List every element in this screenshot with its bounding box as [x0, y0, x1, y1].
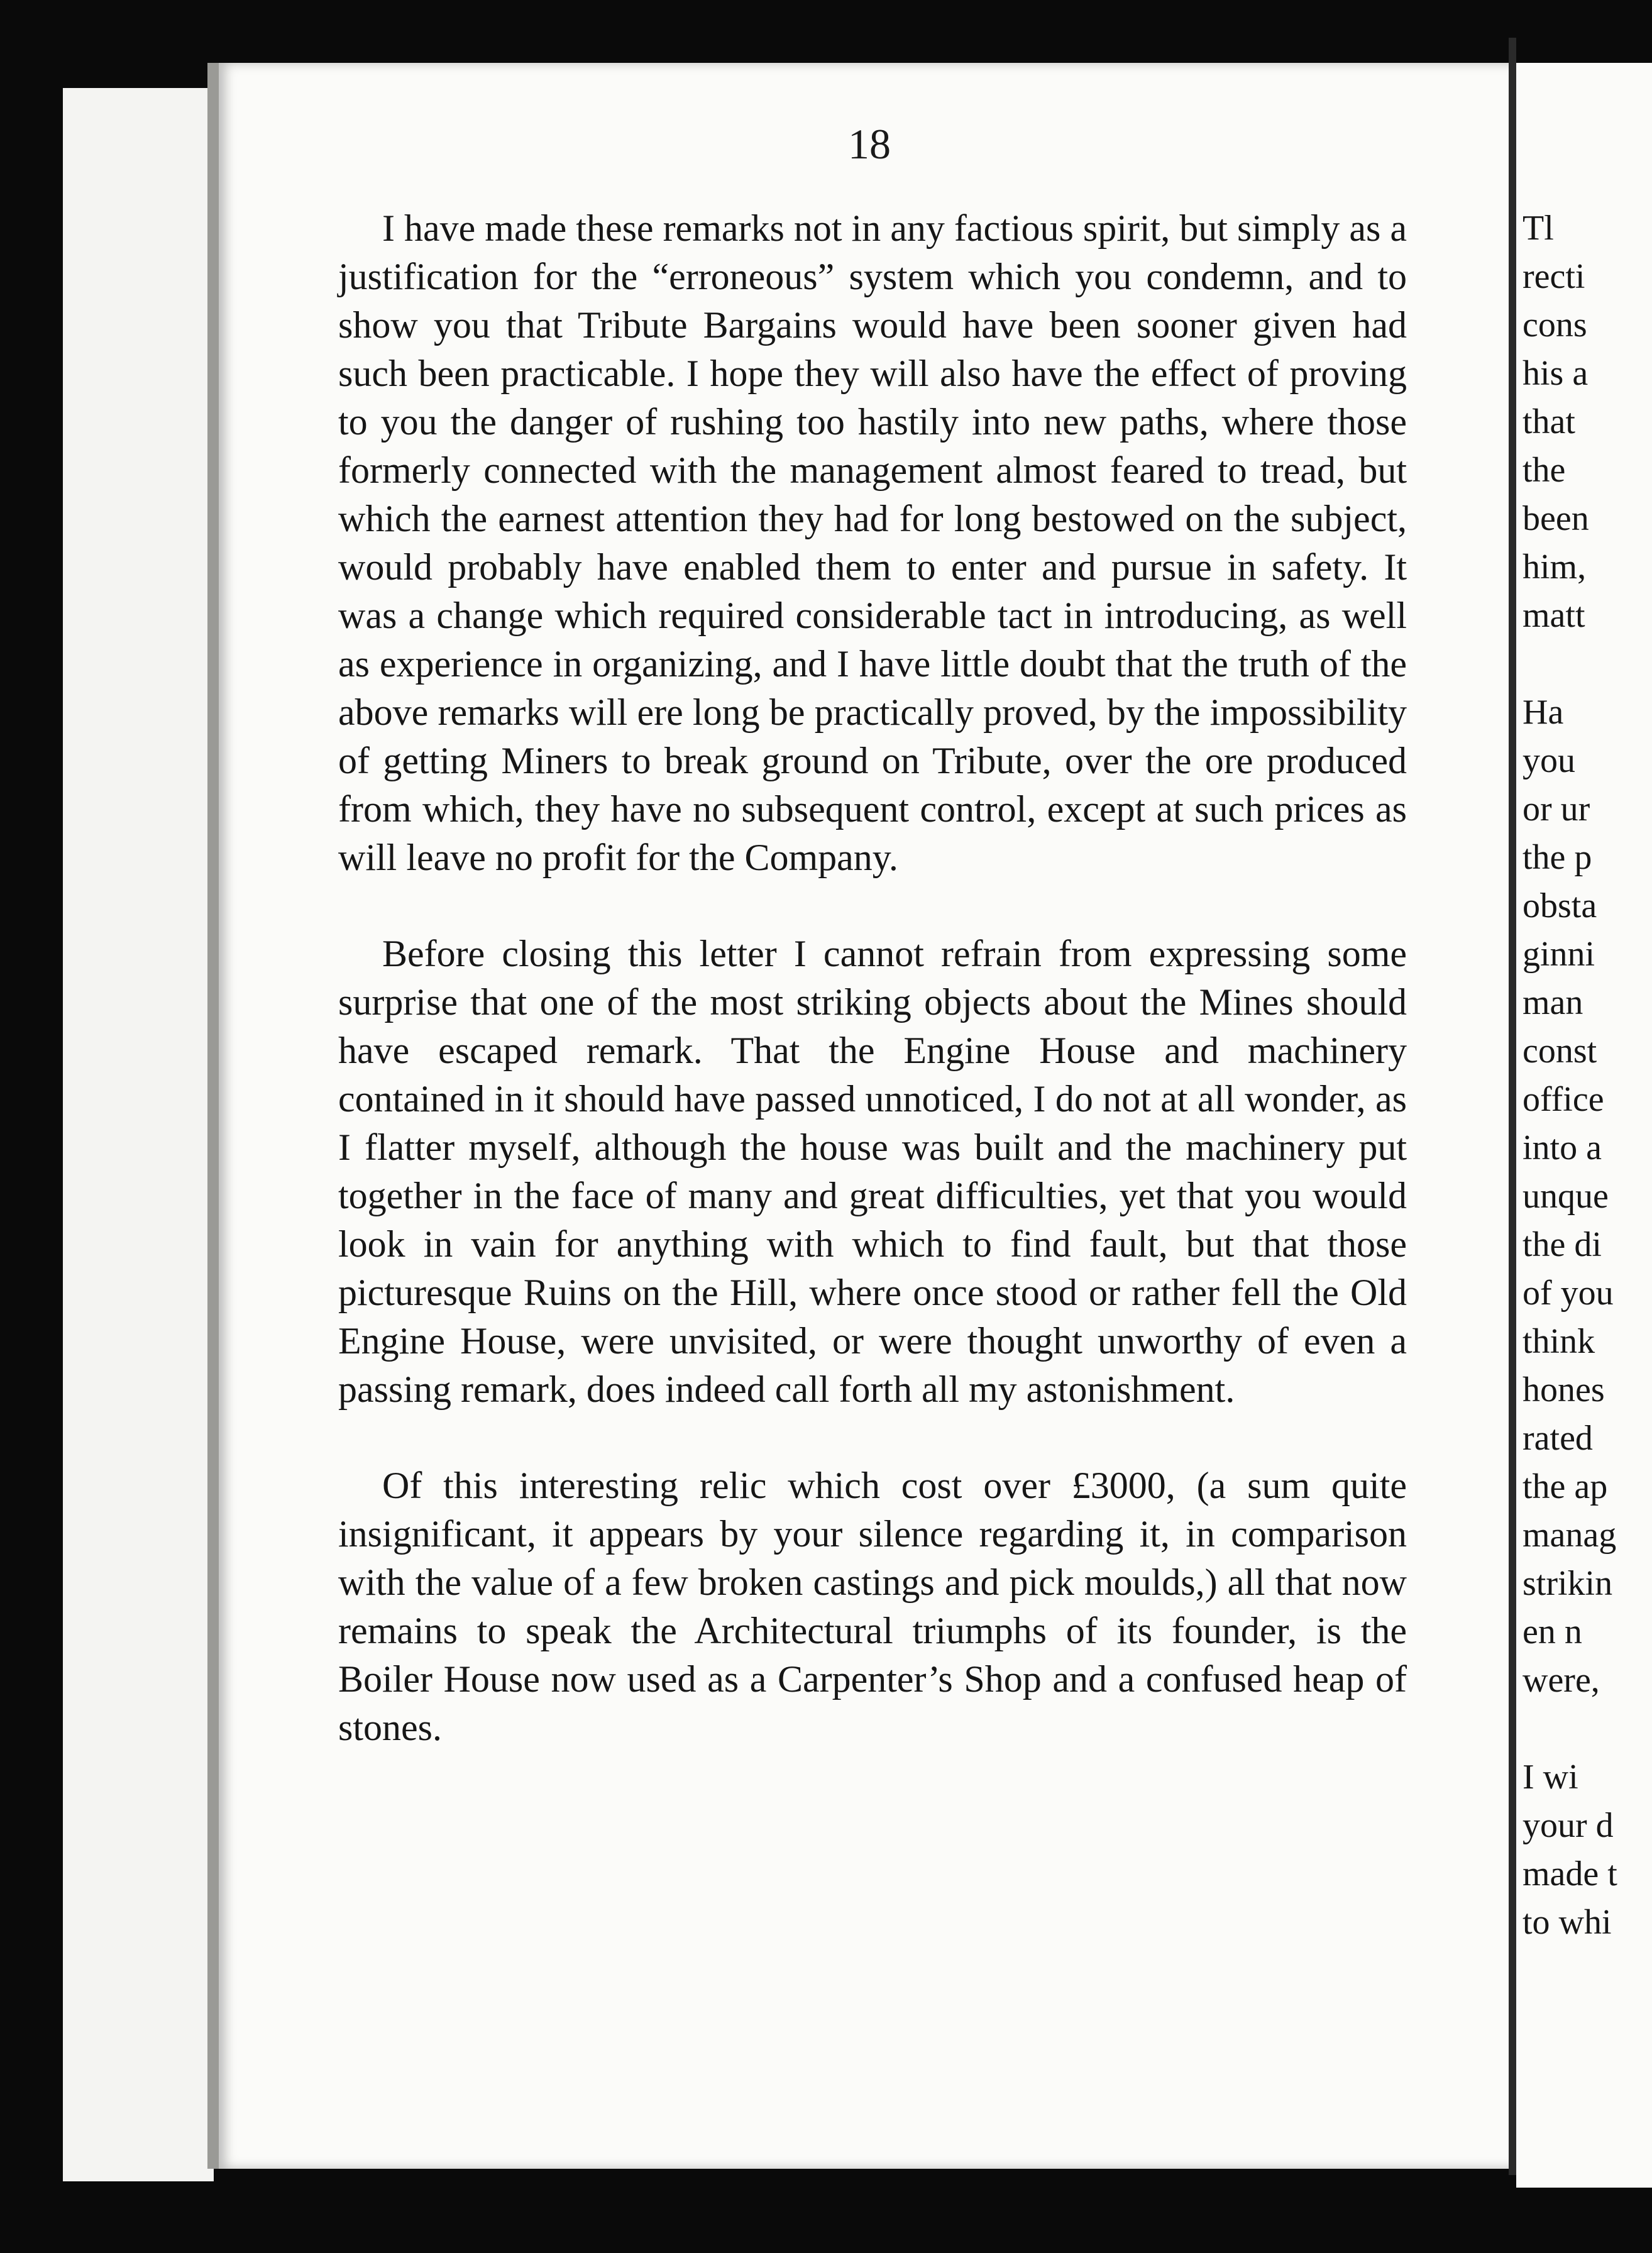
facing-page-line: made t — [1523, 1854, 1617, 1893]
facing-page-line: ginni — [1523, 935, 1595, 974]
facing-page-line: his a — [1523, 354, 1589, 393]
paragraph: Before closing this letter I cannot refrain from expressing some surprise that one of the most striking objects about the Mines should have escaped remark. That the Engine House and machinery contained in it should have passed unnoticed, I do not at all wonder, as I flatter myself, although the house was built and the machinery put together in the face of many and great difficulties, yet that you would look in vain for anything with which to find fault, but that those picturesque Ruins on the Hill, where once stood or rather fell the Old Engine House, were unvisited, or were thought unworthy of even a passing remark, does indeed call forth all my astonishment. — [338, 933, 1407, 1410]
facing-page-line: const — [1523, 1032, 1597, 1071]
facing-page-line: hones — [1523, 1370, 1605, 1409]
facing-page-line: that — [1523, 402, 1575, 441]
facing-page-line: were, — [1523, 1661, 1600, 1700]
book-page-right-fragment — [1516, 63, 1652, 2188]
facing-page-line: the — [1523, 451, 1566, 490]
facing-page-line: or ur — [1523, 790, 1590, 829]
facing-page-line: the p — [1523, 838, 1592, 877]
paragraph: Of this interesting relic which cost over £3000, (a sum quite insignificant, it appears by your silence regarding it, in comparison with the value of a few broken castings and pick moulds,) all that now remains to speak the Architectural triumphs of its founder, is the Boiler House now used as a Carpenter’s Shop and a confused heap of stones. — [338, 1465, 1407, 1748]
book-gutter — [1509, 38, 1516, 2175]
facing-page-line: rated — [1523, 1419, 1593, 1458]
scan-edge-left — [63, 88, 214, 2181]
facing-page-line: him, — [1523, 548, 1587, 587]
facing-page-line: office — [1523, 1080, 1604, 1119]
facing-page-line: Ha — [1523, 693, 1564, 732]
facing-page-line: I wi — [1523, 1758, 1578, 1797]
paragraph: I have made these remarks not in any factious spirit, but simply as a justification for the “erroneous” system which you condemn, and to show you that Tribute Bargains would have been sooner given had such been practicable. I hope they will also have the effect of proving to you the danger of rushing too hastily into new paths, where those formerly connected with the management almost feared to tread, but which the earnest attention they had for long bestowed on the subject, would probably have enabled them to enter and pursue in safety. It was a change which required considerable tact in introducing, as well as experience in organizing, and I have little doubt that the truth of the above remarks will ere long be practically proved, by the impossibility of getting Miners to break ground on Tribute, over the ore produced from which, they have no subsequent control, except at such prices as will leave no profit for the Company. — [338, 207, 1407, 878]
paragraph-gap — [1516, 640, 1652, 688]
book-page-left — [207, 63, 1520, 2169]
facing-page-line: of you — [1523, 1274, 1614, 1313]
facing-page-line: you — [1523, 741, 1575, 780]
facing-page-line: unque — [1523, 1177, 1609, 1216]
facing-page-line: your d — [1523, 1806, 1614, 1845]
facing-page-line: strikin — [1523, 1564, 1613, 1603]
facing-page-line: obsta — [1523, 886, 1597, 925]
facing-page-line: manag — [1523, 1516, 1617, 1555]
facing-page-line: recti — [1523, 257, 1585, 296]
facing-page-text — [1516, 204, 1652, 1947]
facing-page-line: matt — [1523, 596, 1585, 635]
facing-page-line: Tl — [1523, 209, 1554, 248]
facing-page-line: the ap — [1523, 1467, 1608, 1506]
facing-page-line: think — [1523, 1322, 1595, 1361]
facing-page-line: man — [1523, 983, 1583, 1022]
facing-page-line: into a — [1523, 1128, 1602, 1167]
facing-page-line: en n — [1523, 1612, 1582, 1651]
facing-page-line: the di — [1523, 1225, 1602, 1264]
facing-page-line: to whi — [1523, 1903, 1612, 1942]
facing-page-line: been — [1523, 499, 1589, 538]
page-number: 18 — [848, 120, 891, 168]
page-body — [338, 204, 1407, 1752]
paragraph-gap — [1516, 1705, 1652, 1753]
facing-page-line: cons — [1523, 306, 1587, 344]
